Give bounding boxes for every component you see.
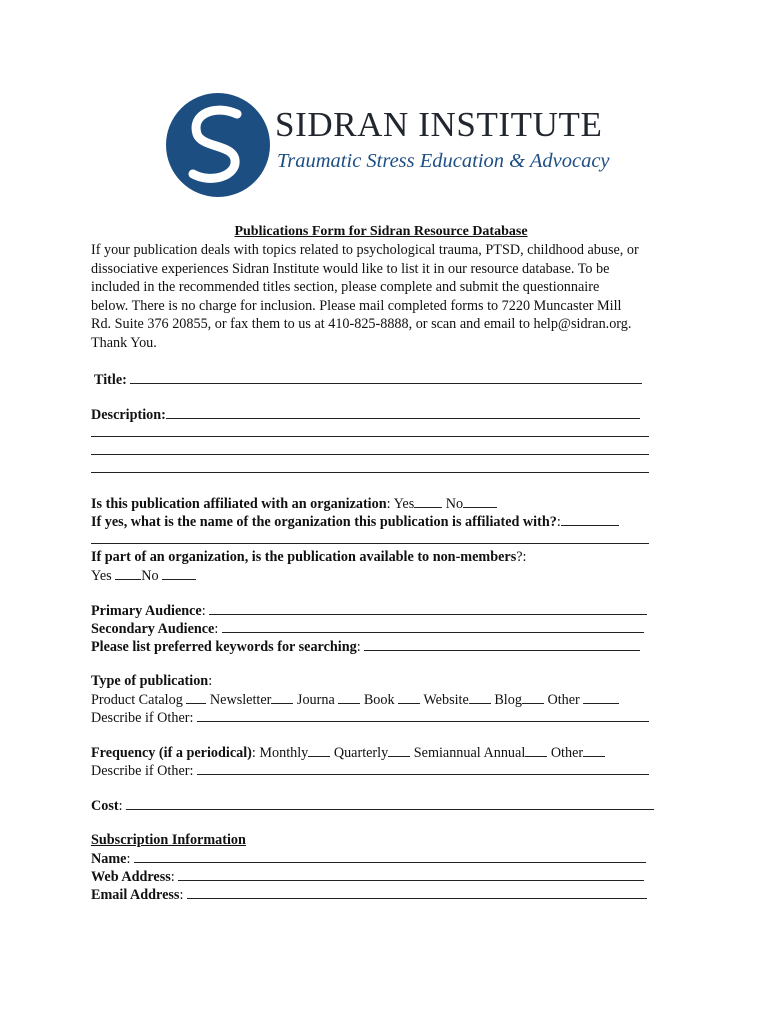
- form-title: Publications Form for Sidran Resource Database: [234, 224, 528, 239]
- type-heading: Type of publication: [91, 672, 209, 689]
- colon: :: [214, 620, 219, 637]
- type-describe-row: [91, 708, 691, 726]
- type-blank-website[interactable]: [469, 690, 491, 704]
- intro-line: If your publication deals with topics related to psychological trauma, PTSD, childhood abuse, or: [91, 242, 639, 258]
- org-name-question: If yes, what is the name of the organization this publication is affiliated with?: [91, 513, 557, 530]
- type-option-other: Other: [543, 691, 584, 708]
- frequency-monthly: : Monthly: [251, 744, 309, 761]
- secondary-audience-row: [91, 619, 691, 637]
- type-blank-product-catalog[interactable]: [186, 690, 206, 704]
- primary-audience-blank[interactable]: [209, 601, 647, 615]
- type-option-journal: Journa: [293, 691, 339, 708]
- description-blank-line[interactable]: [91, 441, 649, 455]
- nonmembers-answer-row: [91, 566, 691, 584]
- nonmembers-yes-label: Yes: [91, 567, 116, 584]
- title-label: Title:: [94, 371, 127, 388]
- affiliated-row: [91, 494, 691, 512]
- nonmembers-no-blank[interactable]: [162, 566, 196, 580]
- frequency-heading: Frequency (if a periodical): [91, 744, 252, 761]
- colon: :: [356, 638, 361, 655]
- frequency-semiannual-annual: Semiannual Annual: [410, 744, 526, 761]
- type-blank-journal[interactable]: [338, 690, 360, 704]
- cost-blank[interactable]: [126, 796, 654, 810]
- intro-paragraph: [91, 241, 691, 353]
- type-blank-book[interactable]: [398, 690, 420, 704]
- description-blank-line[interactable]: [91, 423, 649, 437]
- intro-line: Rd. Suite 376 20855, or fax them to us at 410-825-8888, or scan and email to help@sidran.org.: [91, 316, 632, 333]
- org-name-row: [91, 512, 691, 530]
- title-blank[interactable]: [130, 370, 642, 384]
- keywords-row: [91, 637, 691, 655]
- secondary-audience-label: Secondary Audience: [91, 620, 215, 637]
- description-label: Description:: [91, 406, 166, 423]
- type-option-product-catalog: Product Catalog: [91, 691, 187, 708]
- subscription-name-row: [91, 849, 691, 867]
- frequency-describe-row: [91, 761, 691, 779]
- frequency-row: [91, 743, 691, 761]
- cost-row: [91, 796, 691, 814]
- type-option-blog: Blog: [490, 691, 522, 708]
- colon: :: [201, 602, 206, 619]
- colon: :: [179, 886, 184, 903]
- subscription-email-row: [91, 885, 691, 903]
- primary-audience-row: [91, 601, 691, 619]
- frequency-describe-blank[interactable]: [197, 761, 649, 775]
- keywords-blank[interactable]: [364, 637, 640, 651]
- org-name-blank-line[interactable]: [91, 530, 649, 544]
- type-blank-other[interactable]: [583, 690, 619, 704]
- affiliated-yes-label: : Yes: [386, 495, 415, 512]
- nonmembers-row: [91, 548, 691, 566]
- type-option-newsletter: Newsletter: [206, 691, 272, 708]
- subscription-heading: Subscription Information: [91, 831, 246, 848]
- type-blank-blog[interactable]: [522, 690, 544, 704]
- type-heading-row: [91, 672, 691, 690]
- affiliated-no-blank[interactable]: [463, 494, 497, 508]
- subscription-web-label: Web Address: [91, 868, 171, 885]
- intro-line: dissociative experiences Sidran Institute would like to list it in our resource database. To be: [91, 260, 610, 277]
- org-name-colon: :: [556, 513, 561, 530]
- description-blank-line[interactable]: [91, 459, 649, 473]
- logo-tagline: Traumatic Stress Education & Advocacy: [277, 150, 610, 172]
- affiliated-yes-blank[interactable]: [414, 494, 442, 508]
- frequency-quarterly: Quarterly: [330, 744, 389, 761]
- frequency-blank-quarterly[interactable]: [388, 743, 410, 757]
- type-describe-blank[interactable]: [197, 708, 649, 722]
- affiliated-no-label: No: [445, 495, 464, 512]
- intro-line: below. There is no charge for inclusion. Please mail completed forms to 7220 Muncaster Mill: [91, 297, 622, 314]
- sidran-logo: [165, 92, 635, 204]
- org-name-blank[interactable]: [561, 512, 619, 526]
- intro-line: Thank You.: [91, 334, 157, 351]
- keywords-label: Please list preferred keywords for searching: [91, 638, 357, 655]
- primary-audience-label: Primary Audience: [91, 602, 202, 619]
- subscription-email-blank[interactable]: [187, 885, 647, 899]
- frequency-other: Other: [547, 744, 584, 761]
- type-blank-newsletter[interactable]: [271, 690, 293, 704]
- colon: :: [126, 850, 131, 867]
- logo-wordmark: SIDRAN INSTITUTE: [275, 105, 603, 144]
- frequency-blank-annual[interactable]: [525, 743, 547, 757]
- colon: :: [118, 797, 123, 814]
- form-document: [91, 222, 691, 903]
- nonmembers-yes-blank[interactable]: [115, 566, 141, 580]
- affiliated-question: Is this publication affiliated with an organization: [91, 495, 387, 512]
- sidran-s-logo-icon: [165, 92, 271, 198]
- nonmembers-suffix: ?:: [516, 548, 527, 565]
- description-blank[interactable]: [166, 405, 640, 419]
- subscription-email-label: Email Address: [91, 886, 180, 903]
- type-heading-colon: :: [208, 672, 213, 689]
- title-field-row: [91, 370, 691, 388]
- frequency-describe-label: Describe if Other:: [91, 762, 197, 779]
- subscription-name-label: Name: [91, 850, 127, 867]
- type-option-book: Book: [360, 691, 399, 708]
- subscription-heading-row: [91, 831, 691, 849]
- nonmembers-no-label: No: [141, 567, 163, 584]
- description-field-row: [91, 405, 691, 423]
- subscription-web-row: [91, 867, 691, 885]
- type-describe-label: Describe if Other:: [91, 709, 197, 726]
- subscription-name-blank[interactable]: [134, 849, 646, 863]
- colon: :: [170, 868, 175, 885]
- nonmembers-question: If part of an organization, is the publication available to non-members: [91, 548, 517, 565]
- subscription-web-blank[interactable]: [178, 867, 644, 881]
- cost-label: Cost: [91, 797, 119, 814]
- frequency-blank-monthly[interactable]: [308, 743, 330, 757]
- intro-line: included in the recommended titles section, please complete and submit the questionnaire: [91, 279, 600, 296]
- type-options-row: [91, 690, 691, 708]
- frequency-blank-other[interactable]: [583, 743, 605, 757]
- secondary-audience-blank[interactable]: [222, 619, 644, 633]
- type-option-website: Website: [420, 691, 469, 708]
